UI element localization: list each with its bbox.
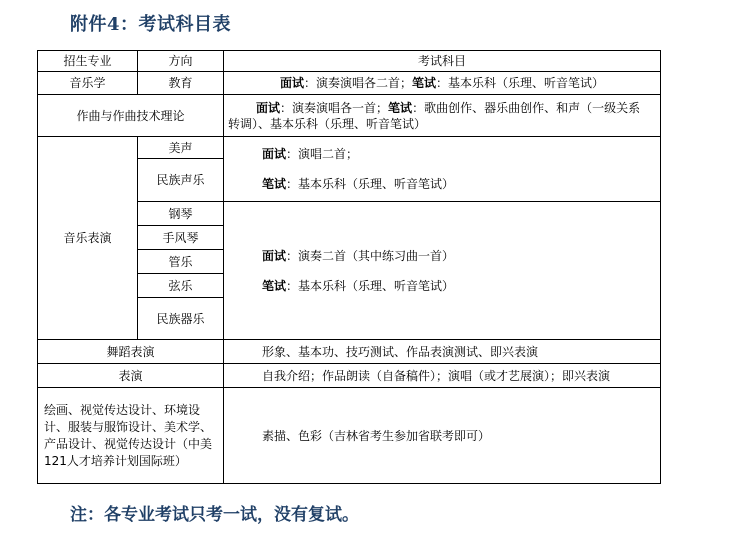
subjects-cell [224, 95, 661, 137]
interview-label: 面试 [262, 147, 287, 161]
table-row-dance [38, 340, 661, 364]
direction-cell: 管乐 [138, 250, 224, 274]
written-text: 基本乐科（乐理、听音笔试） [448, 76, 605, 90]
table-row-design [38, 388, 661, 484]
table-header-row [38, 51, 661, 72]
table-row-composition [38, 95, 661, 137]
subjects-cell: 形象、基本功、技巧测试、作品表演测试、即兴表演 [224, 340, 661, 364]
written-text: 歌曲创作、器乐曲创作、和声（一级关系 [424, 100, 641, 115]
colon: ： [412, 100, 425, 115]
interview-label: 面试 [279, 76, 304, 90]
major-cell: 舞蹈表演 [38, 340, 224, 364]
written-label: 笔试 [262, 278, 287, 293]
colon: ： [436, 76, 449, 90]
header-subjects: 考试科目 [224, 51, 661, 72]
vocal-subjects-cell [224, 137, 661, 202]
table-row-music-education [38, 72, 661, 95]
colon: ： [286, 177, 299, 191]
table-row-acting [38, 364, 661, 388]
page-title: 附件4：考试科目表 [70, 14, 232, 35]
colon: ： [280, 100, 293, 115]
header-major: 招生专业 [38, 51, 138, 72]
interview-text: 演奏演唱各一首； [292, 100, 389, 115]
written-label: 笔试 [412, 76, 437, 90]
direction-cell: 教育 [138, 72, 224, 95]
colon: ： [286, 147, 299, 161]
major-cell: 绘画、视觉传达设计、环境设计、服装与服饰设计、美术学、产品设计、视觉传达设计（中美121人才培养计划国际班） [38, 388, 224, 484]
direction-cell: 钢琴 [138, 202, 224, 226]
footnote: 注：各专业考试只考一试，没有复试。 [70, 505, 359, 525]
major-cell: 音乐表演 [38, 137, 138, 340]
interview-text: 演奏二首（其中练习曲一首） [298, 248, 455, 263]
colon: ： [286, 248, 299, 263]
colon: ： [286, 278, 299, 293]
major-cell: 音乐学 [38, 72, 138, 95]
written-text-cont: 转调）、基本乐科（乐理、听音笔试） [228, 116, 427, 131]
subjects-cell: 自我介绍；作品朗读（自备稿件）；演唱（或才艺展演）；即兴表演 [224, 364, 661, 388]
subjects-cell: 素描、色彩（吉林省考生参加省联考即可） [224, 388, 661, 484]
written-text: 基本乐科（乐理、听音笔试） [298, 278, 455, 293]
interview-label: 面试 [256, 100, 281, 115]
direction-cell: 手风琴 [138, 226, 224, 250]
direction-cell: 美声 [138, 137, 224, 159]
instrument-subjects-cell [224, 202, 661, 340]
colon: ： [303, 76, 316, 90]
interview-text: 演奏演唱各二首； [315, 76, 412, 90]
exam-subjects-table [37, 50, 661, 484]
direction-cell: 弦乐 [138, 274, 224, 298]
direction-cell: 民族声乐 [138, 159, 224, 202]
written-text: 基本乐科（乐理、听音笔试） [298, 177, 455, 191]
header-direction: 方向 [138, 51, 224, 72]
interview-text: 演唱二首； [298, 147, 359, 161]
written-label: 笔试 [388, 100, 413, 115]
major-cell: 作曲与作曲技术理论 [38, 95, 224, 137]
direction-cell: 民族器乐 [138, 298, 224, 340]
table-row-vocal-bel-canto [38, 137, 661, 159]
major-cell: 表演 [38, 364, 224, 388]
written-label: 笔试 [262, 177, 287, 191]
subjects-cell [224, 72, 661, 95]
interview-label: 面试 [262, 248, 287, 263]
